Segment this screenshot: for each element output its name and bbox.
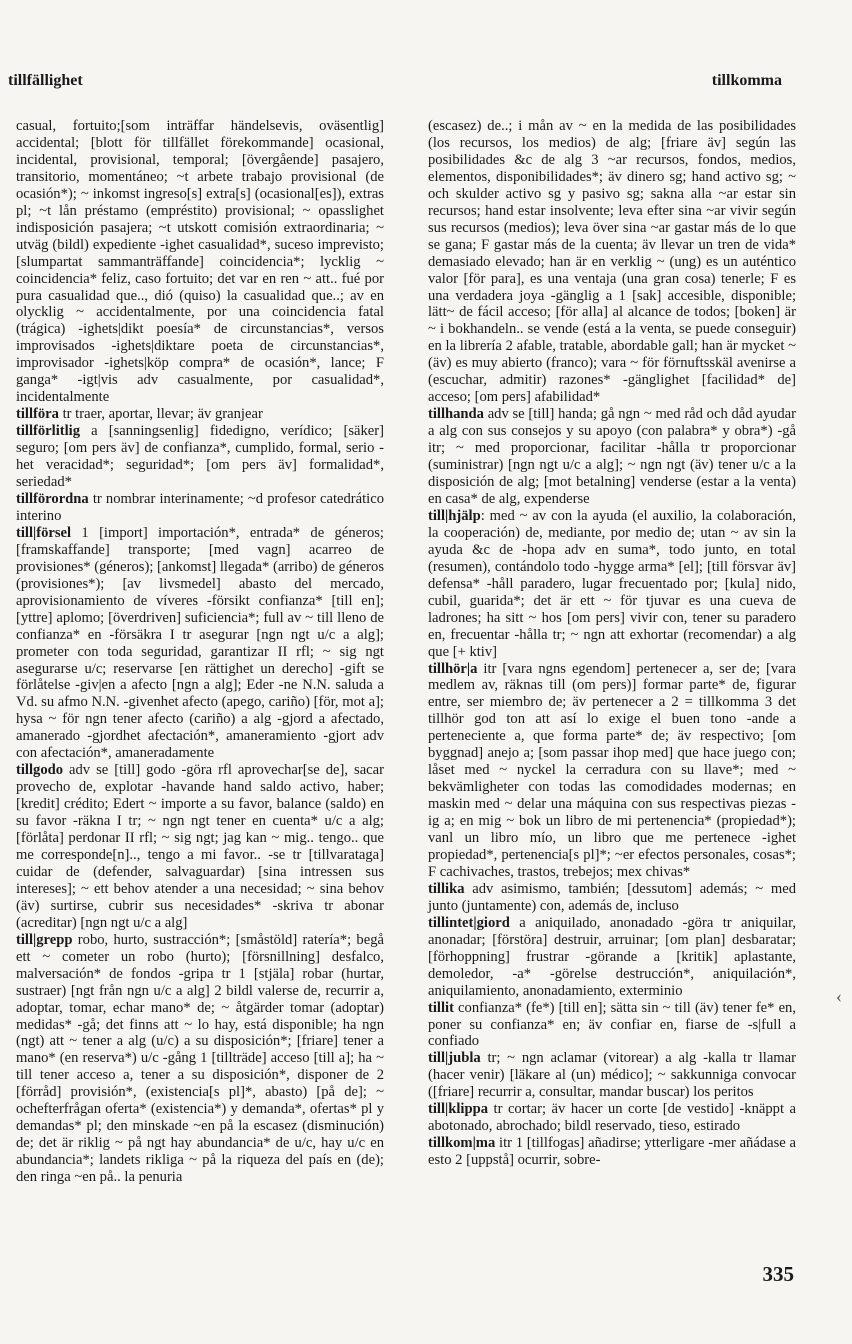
left-column	[16, 118, 384, 1186]
entry-headword: tillföra	[16, 406, 59, 423]
entry-headword: tillhör|a	[428, 660, 478, 677]
entry-headword: till|jubla	[428, 1050, 481, 1067]
dictionary-entry	[428, 915, 796, 1000]
running-head-right: tillkomma	[711, 72, 782, 89]
entry-headword: tillhanda	[428, 406, 484, 423]
entry-headword: tillit	[428, 999, 454, 1016]
dictionary-entry	[428, 881, 796, 915]
entry-body: : med ~ av con la ayuda (el auxilio, la colaboración, la cooperación) de, mediante, por medio de; utan ~ av sin la ayuda &c de -hopa adv en suma*, todo junto, en total (resumen), contándolo todo -hygge arma* [el]; [till försvar äv] defensa* -håll paradero, lugar frecuentado por; [kula] nido, cubil, guarida*; det är ett ~ för tjuvar es una cueva de ladrones; ha sitt ~ hos [om pers] vivir con, tener su paradero en, frecuentar -hålla tr; ~ ngn att exhortar (recomendar) a alg que [+ ktiv]	[428, 507, 796, 660]
dictionary-entry	[428, 661, 796, 881]
page-number: 335	[762, 1262, 794, 1286]
entry-body: casual, fortuito;[som inträffar händelsevis, oväsentlig] accidental; [blott för tillfället förekommande] ocasional, incidental, provisional, temporal; [övergående] pasajero, transitorio, momentáneo; ~t arbete trabajo provisional (de ocasión*); ~ inkomst ingreso[s] extra[s] (ocasional[es]), extras pl; ~t lån préstamo (empréstito) provisional; ~ opasslighet indisposición pasajera; ~t utskott comisión extraordinaria; ~ utväg (bildl) expediente -ighet casualidad*, suceso imprevisto; [slumpartat sammanträffande] coincidencia*; lycklig ~ coincidencia* feliz, caso fortuito; det var en ren ~ att.. fué por pura casualidad que.., dió (quiso) la casualidad que..; av en olycklig ~ accidentalmente, por una coincidencia fatal (trágica) -ighets|dikt poesía* de circunstancias*, versos improvisados -ighets|diktare poeta de circunstancias*, improvisador -ighets|köp compra* de ocasión*, lance; F ganga* -igt|vis adv casualmente, por casualidad*, incidentalmente	[16, 118, 384, 406]
dictionary-entry	[428, 1101, 796, 1135]
running-head-left: tillfällighet	[8, 72, 83, 89]
entry-body: itr [vara ngns egendom] pertenecer a, ser de; [vara medlem av, räknas till (om pers)] formar parte* de, figurar entre, ser miembro de; äv pertenecer a 2 = tillkomma 3 det tillhör god ton att así lo exige el buen tono -ande a perteneciente a, que forma parte* de; äv respectivo; [om byggnad] anejo a; [som passar ihop med] que hace juego con; låset med ~ nyckel la cerradura con su llave*; med ~ bekvämligheter con todas las comodidades modernas; en maskin med ~ delar una máquina con sus respectivas piezas -ig a; en mig ~ bok un libro de mi pertenencia* (propiedad*); vanl un libro mío, un libro que me pertenece -ighet propiedad*, pertenencia[s pl]*; ~er efectos personales, cosas*; F cachivaches, trastos, trebejos; mex chivas*	[428, 660, 796, 880]
entry-headword: tillförlitlig	[16, 423, 81, 440]
right-column	[428, 118, 796, 1169]
dictionary-entry	[16, 932, 384, 1186]
entry-headword: tillkom|ma	[428, 1135, 496, 1152]
dictionary-entry	[428, 1050, 796, 1101]
entry-body: itr 1 [tillfogas] añadirse; ytterligare -mer añádase a esto 2 [uppstå] ocurrir, sobre-	[428, 1135, 796, 1169]
entry-body: adv se [till] handa; gå ngn ~ med råd och dåd ayudar a alg con sus consejos y su apoyo (con palabra* y obra*) -gå itr; ~ med proporcionar, facilitar -hålla tr proporcionar (suministrar) [ngn ngt u/c a alg]; ~ ngn ngt (äv) tener u/c a la disposición de alg; [mot betalning] venderse (estar a la venta) en casa* de alg, expenderse	[428, 406, 796, 507]
dictionary-entry	[16, 525, 384, 762]
entry-body: (escasez) de..; i mån av ~ en la medida de las posibilidades (los recursos, los medios) de alg; [friare äv] según las posibilidades &c de alg 3 ~ar recursos, fondos, medios, elementos, disponibilidades*; äv dinero sg; hand activo sg; ~ och skulder activo sg y pasivo sg; sakna alla ~ar estar sin recursos; hand estar insolvente; leva efter sina ~ar vivir según sus recursos (medios); leva över sina ~ar gastar más de lo que se gana; F gastar más de la cuenta; äv llevar un tren de vida* demasiado elevado; han är en verklig ~ (ung) es un auténtico valor [för para], es una ventaja (una gran cosa) tenerle; F es una verdadera joya -gänglig a 1 [sak] accesible, disponible; lätt~ de fácil acceso; [för alla] al alcance de todos; [boken] är ~ i bokhandeln.. se vende (está a la venta, se puede conseguir) en la librería 2 afable, tratable, abordable gall; han är mycket ~ (äv) es muy abierto (franco); vara ~ för förnuftsskäl avenirse a (escuchar, admitir) razones* -gänglighet [facilidad* de] acceso; [om pers] afabilidad*	[428, 118, 796, 406]
dictionary-entry	[428, 406, 796, 508]
entry-body: tr nombrar interinamente; ~d profesor catedrático interino	[16, 490, 384, 524]
entry-body: adv se [till] godo -göra rfl aprovechar[se de], sacar provecho de, explotar -havande hand saldo activo, haber; [kredit] crédito; Edert ~ importe a su favor, balance (saldo) en su favor -räkna I tr; ~ ngn ngt tener en cuenta* u/c a alg; [förlåta] perdonar II rfl; ~ sig ngt; jag kan ~ mig.. tengo.. que me corresponde[n].., tengo a mi favor.. -se tr [tillvarataga] cuidar de (defender, salvaguardar) [sina intressen sus intereses]; ~ ett behov atender a una necesidad; ~ sina behov (äv) surtirse, cubrir sus necesidades* -skriva tr abonar (acreditar) [ngn ngt u/c a alg]	[16, 762, 384, 931]
dictionary-entry	[428, 118, 796, 406]
entry-body: tr; ~ ngn aclamar (vitorear) a alg -kalla tr llamar (hacer venir) [läkare al (un) médico]; ~ sakkunniga convocar ([friare] recurrir a, consultar, mandar buscar) los peritos	[428, 1050, 796, 1101]
dictionary-entry	[428, 1000, 796, 1051]
entry-body: tr traer, aportar, llevar; äv granjear	[58, 406, 263, 423]
entry-body: a [sanningsenlig] fidedigno, verídico; [säker] seguro; [om pers äv] de confianza*, cumplido, formal, serio -het veracidad*; seguridad*; [om pers äv] formalidad*, seriedad*	[16, 423, 384, 491]
dictionary-entry	[428, 1135, 796, 1169]
dictionary-entry	[16, 423, 384, 491]
entry-headword: till|grepp	[16, 931, 73, 948]
entry-body: tr cortar; äv hacer un corte [de vestido] -knäppt a abotonado, abrochado; bildl reservado, tieso, estirado	[428, 1101, 796, 1135]
margin-mark: ‹	[836, 986, 842, 1006]
dictionary-entry	[16, 118, 384, 406]
dictionary-entry	[16, 406, 384, 423]
entry-body: robo, hurto, sustracción*; [småstöld] ratería*; begå ett ~ cometer un robo (hurto); [försnillning] desfalco, malversación* de fondos -gripa tr 1 [stjäla] robar (hurtar, sustraer) [ngt från ngn u/c a alg] 2 bildl valerse de, recurrir a, adoptar, tomar, echar mano* de; ~ åtgärder tomar (adoptar) medidas* -gå; det finns att ~ lo hay, está disponible; ha ngn (ngt) att ~ tener a alg (u/c) a su disposición*; [friare] tener a mano* (en reserva*) u/c -gång 1 [tillträde] acceso [till a]; ha ~ till tener acceso a, tener a su disposición*, disponer de 2 [förråd] provisión*, (existencia[s pl]*, abasto) [på de]; ~ ochefterfrågan oferta* (existencia*) y demanda*, ofertas* pl y demandas* pl; den minskade ~en på la escasez (disminución) de; det är riklig ~ på ngt hay abundancia* de u/c, hay u/c en abundancia*; landets rikliga ~ på la riqueza del país en (de); den ringa ~en på.. la penuria	[16, 931, 384, 1186]
entry-headword: tillintet|giord	[428, 914, 510, 931]
entry-body: confianza* (fe*) [till en]; sätta sin ~ till (äv) tener fe* en, poner su confianza* en; äv confiar en, fiarse de -s|full a confiado	[428, 999, 796, 1050]
entry-body: a aniquilado, anonadado -göra tr aniquilar, anonadar; [förstöra] destruir, arruinar; [om plan] desbaratar; [förhoppning] frustrar -görande a [kritik] aplastante, demoledor, -a* -görelse destrucción*, aniquilación*, aniquilamiento, anonadamiento, exterminio	[428, 914, 796, 999]
entry-headword: till|hjälp	[428, 507, 481, 524]
entry-headword: till|klippa	[428, 1101, 488, 1118]
dictionary-entry	[428, 508, 796, 661]
entry-headword: tillgodo	[16, 762, 64, 779]
dictionary-entry	[16, 762, 384, 932]
dictionary-entry	[16, 491, 384, 525]
entry-headword: tillika	[428, 880, 465, 897]
entry-headword: tillförordna	[16, 490, 89, 507]
entry-body: 1 [import] importación*, entrada* de géneros; [framskaffande] transporte; [med vagn] acarreo de provisiones* (géneros); [ankomst] llegada* (arribo) de géneros (provisiones*); [av livsmedel] abasto del mercado, aprovisionamiento de víveres -försikt confianza* [till en]; [yttre] aplomo; [överdriven] suficiencia*; full av ~ till lleno de confianza* en -försäkra I tr asegurar [ngn ngt u/c a alg]; prometer con toda seguridad, garantizar II rfl; ~ sig ngt asegurarse u/c; reservarse [en rättighet un derecho] -gift se förlåtelse -giv|en a afecto [ngn a alg]; Eder -ne N.N. saluda a Vd. su afmo N.N. -givenhet afecto (apego, cariño) [för, mot a]; hysa ~ för ngn tener afecto (cariño) a alg -gjord a afectado, amanerado -gjordhet afectación*, amaneramiento -gjort adv con afectación*, amaneradamente	[16, 524, 384, 762]
entry-body: adv asimismo, también; [dessutom] además; ~ med junto (juntamente) con, además de, incluso	[428, 880, 796, 914]
entry-headword: till|försel	[16, 524, 72, 541]
